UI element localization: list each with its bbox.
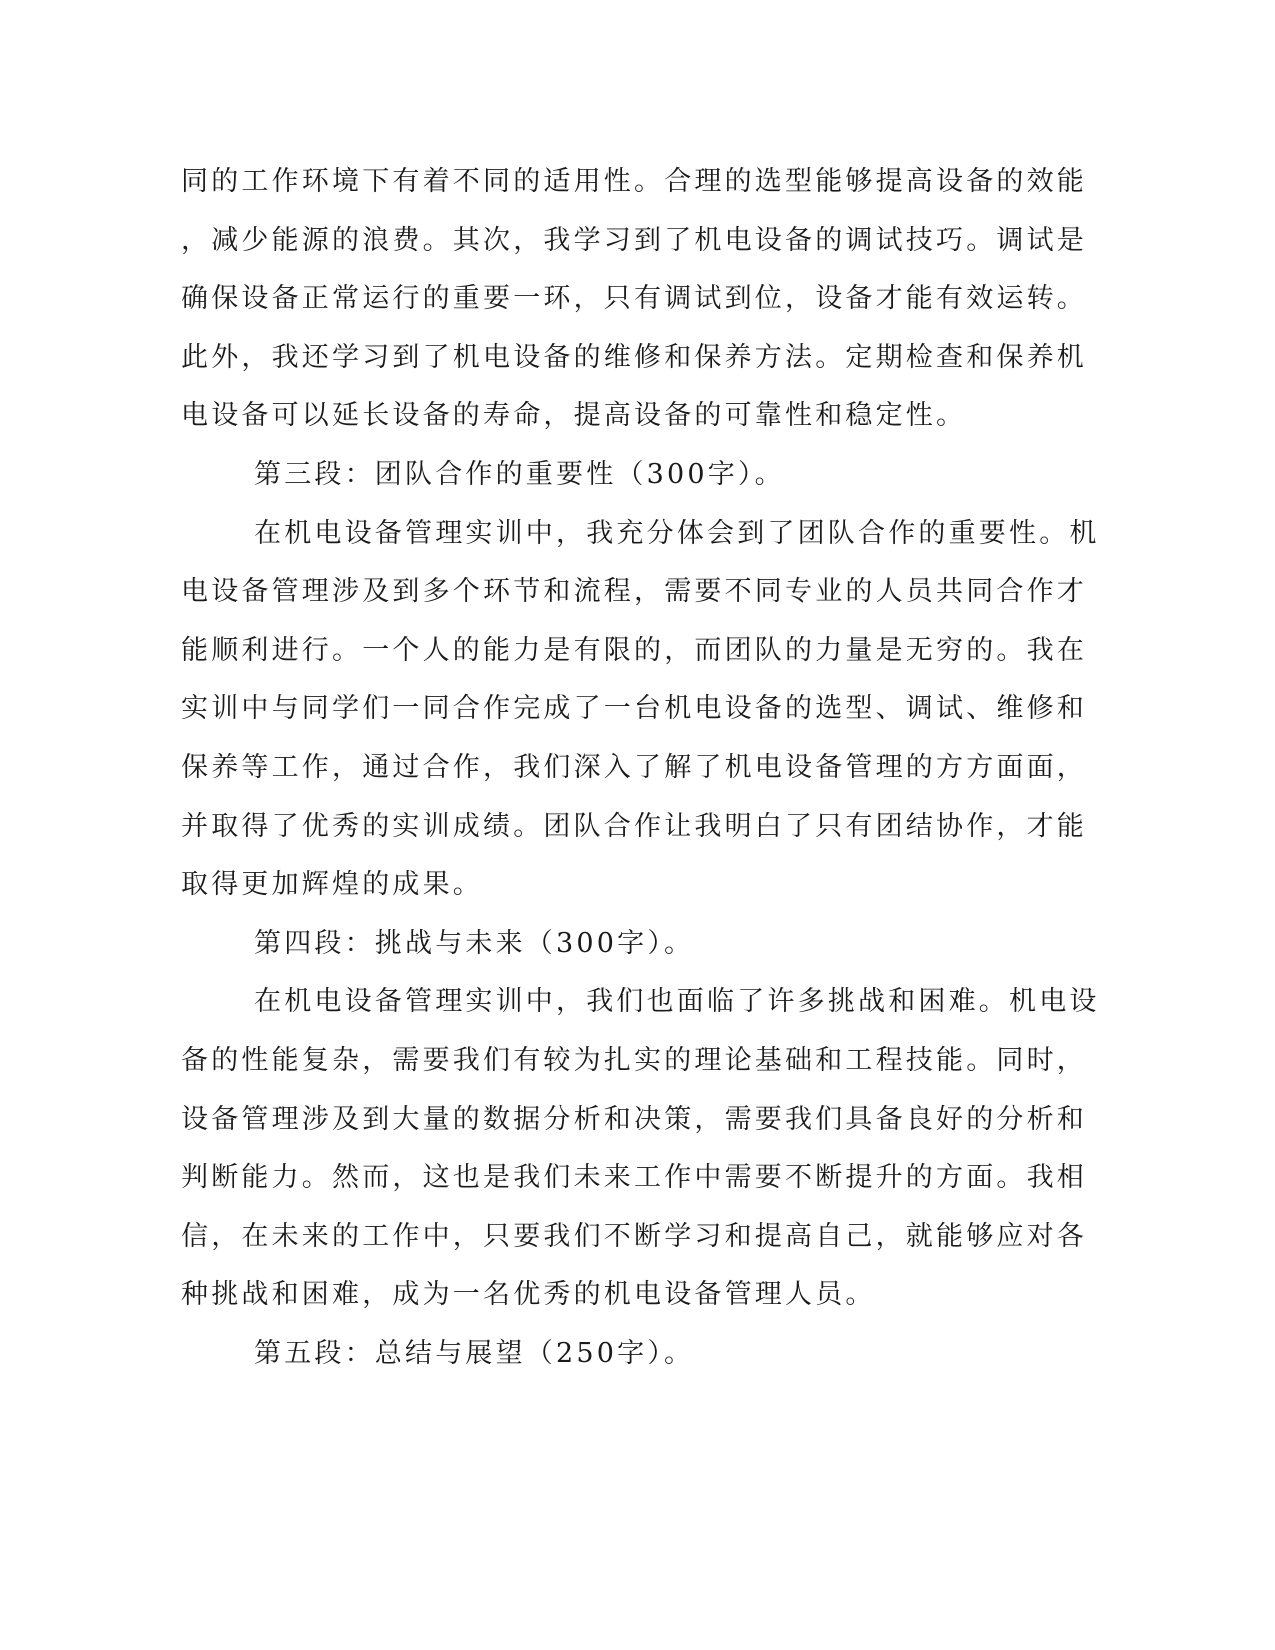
text-line: 种挑战和困难，成为一名优秀的机电设备管理人员。 [181, 1279, 876, 1311]
paragraph-first-line: 在机电设备管理实训中，我充分体会到了团队合作的重要性。机 [254, 517, 1100, 549]
paragraph-first-line: 在机电设备管理实训中，我们也面临了许多挑战和困难。机电设 [254, 986, 1100, 1018]
text-line: 判断能力。然而，这也是我们未来工作中需要不断提升的方面。我相 [181, 1162, 1087, 1194]
text-line: 设备管理涉及到大量的数据分析和决策，需要我们具备良好的分析和 [181, 1103, 1087, 1135]
text-line: 并取得了优秀的实训成绩。团队合作让我明白了只有团结协作，才能 [181, 810, 1087, 842]
document-body [181, 160, 1100, 1390]
text-line: 电设备可以延长设备的寿命，提高设备的可靠性和稳定性。 [181, 400, 967, 432]
text-line: 电设备管理涉及到多个环节和流程，需要不同专业的人员共同合作才 [181, 576, 1087, 608]
paragraph-first-line: 第四段：挑战与未来（300字）。 [254, 927, 695, 959]
text-line: 此外，我还学习到了机电设备的维修和保养方法。定期检查和保养机 [181, 341, 1087, 373]
text-line: 确保设备正常运行的重要一环，只有调试到位，设备才能有效运转。 [181, 283, 1087, 315]
text-line: 能顺利进行。一个人的能力是有限的，而团队的力量是无穷的。我在 [181, 634, 1087, 666]
text-line: 实训中与同学们一同合作完成了一台机电设备的选型、调试、维修和 [181, 693, 1087, 725]
text-line: 保养等工作，通过合作，我们深入了解了机电设备管理的方方面面， [181, 751, 1087, 783]
paragraph-first-line: 第三段：团队合作的重要性（300字）。 [254, 458, 785, 490]
text-line: 信，在未来的工作中，只要我们不断学习和提高自己，就能够应对各 [181, 1220, 1087, 1252]
text-line: ，减少能源的浪费。其次，我学习到了机电设备的调试技巧。调试是 [181, 224, 1087, 256]
text-line: 备的性能复杂，需要我们有较为扎实的理论基础和工程技能。同时， [181, 1044, 1087, 1076]
paragraph-first-line: 第五段：总结与展望（250字）。 [254, 1337, 695, 1369]
text-line: 取得更加辉煌的成果。 [181, 869, 483, 901]
text-line: 同的工作环境下有着不同的适用性。合理的选型能够提高设备的效能 [181, 166, 1087, 197]
